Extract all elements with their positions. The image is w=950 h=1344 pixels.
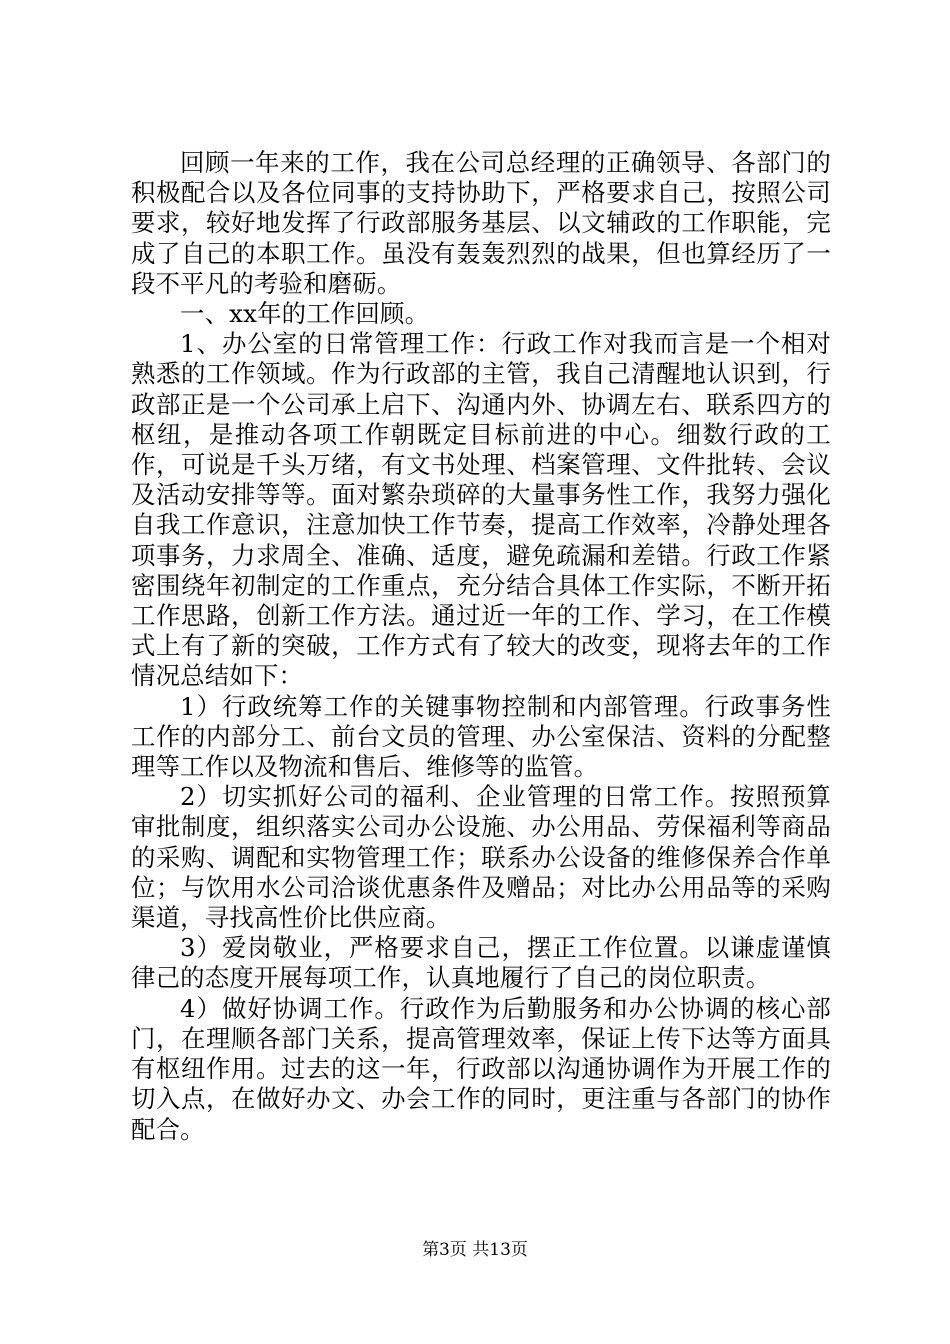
paragraph-item-2: 2）切实抓好公司的福利、企业管理的日常工作。按照预算审批制度，组织落实公司办公设施、办公用品、劳保福利等商品的采购、调配和实物管理工作；联系办公设备的维修保养合作单位；与饮用水公司洽谈优惠条件及赠品；对比办公用品等的采购渠道，寻找高性价比供应商。 — [131, 782, 831, 933]
paragraph-intro: 回顾一年来的工作，我在公司总经理的正确领导、各部门的积极配合以及各位同事的支持协助下，严格要求自己，按照公司要求，较好地发挥了行政部服务基层、以文辅政的工作职能，完成了自己的本职工作。虽没有轰轰烈烈的战果，但也算经历了一段不平凡的考验和磨砺。 — [131, 148, 831, 298]
paragraph-office-management: 1、办公室的日常管理工作：行政工作对我而言是一个相对熟悉的工作领域。作为行政部的主管，我自己清醒地认识到，行政部正是一个公司承上启下、沟通内外、协调左右、联系四方的枢纽，是推动各项工作朝既定目标前进的中心。细数行政的工作，可说是千头万绪，有文书处理、档案管理、文件批转、会议及活动安排等等。面对繁杂琐碎的大量事务性工作，我努力强化自我工作意识，注意加快工作节奏，提高工作效率，冷静处理各项事务，力求周全、准确、适度，避免疏漏和差错。行政工作紧密围绕年初制定的工作重点，充分结合具体工作实际，不断开拓工作思路，创新工作方法。通过近一年的工作、学习，在工作模式上有了新的突破，工作方式有了较大的改变，现将去年的工作情况总结如下： — [131, 329, 831, 691]
page-number-footer: 第3页 共13页 — [422, 1240, 528, 1260]
section-heading: 一、xx年的工作回顾。 — [180, 299, 430, 329]
paragraph-item-1: 1）行政统筹工作的关键事物控制和内部管理。行政事务性工作的内部分工、前台文员的管理、办公室保洁、资料的分配整理等工作以及物流和售后、维修等的监管。 — [131, 691, 831, 782]
document-body — [131, 148, 831, 1145]
paragraph-item-4: 4）做好协调工作。行政作为后勤服务和办公协调的核心部门，在理顺各部门关系，提高管理效率，保证上传下达等方面具有枢纽作用。过去的这一年，行政部以沟通协调作为开展工作的切入点，在做好办文、办会工作的同时，更注重与各部门的协作配合。 — [131, 993, 831, 1144]
paragraph-item-3: 3）爱岗敬业，严格要求自己，摆正工作位置。以谦虚谨慎律己的态度开展每项工作，认真地履行了自己的岗位职责。 — [131, 933, 831, 993]
